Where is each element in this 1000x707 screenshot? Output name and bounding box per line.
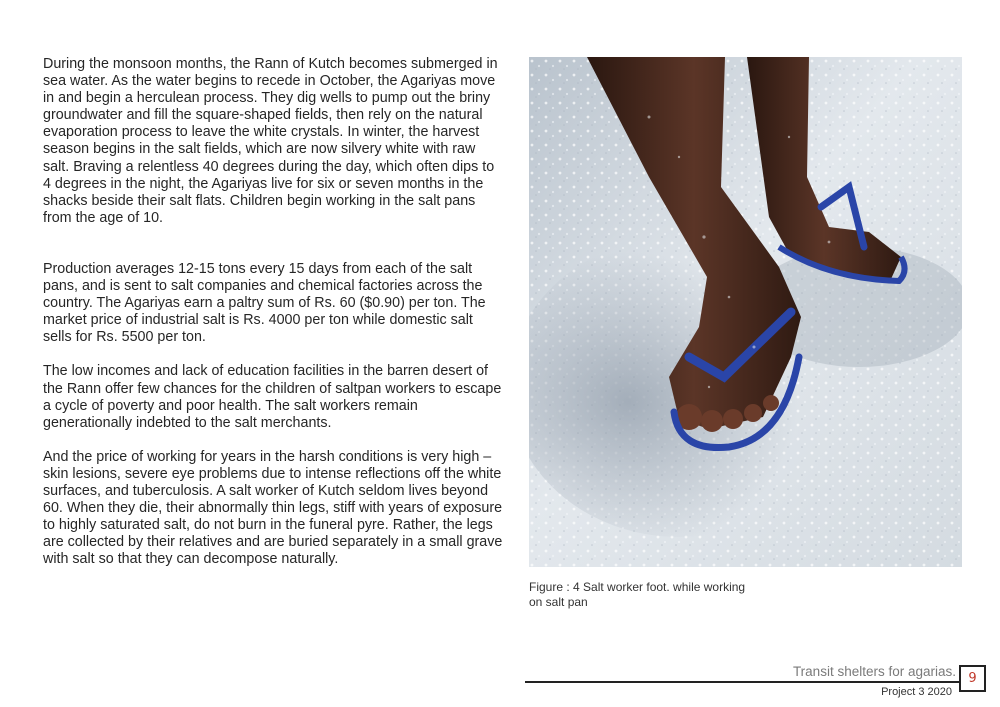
paragraph-health: And the price of working for years in the harsh conditions is very high – skin lesions, severe eye problems due to intense reflections off the white surfaces, and tuberculosis. A salt worker of Kutch seldom lives beyond 60. When they die, their abnormally thin legs, stiff with years of exposure to highly saturated salt, do not burn in the funeral pyre. Rather, the legs are collected by their relatives and are buried separately in a small grave with salt so that they can decompose naturally. — [43, 448, 503, 568]
paragraph-production: Production averages 12-15 tons every 15 days from each of the salt pans, and is sent to salt companies and chemical factories across the country. The Agariyas earn a paltry sum of Rs. 60 ($0.90) per ton. The market price of industrial salt is Rs. 4000 per ton while domestic salt sells for Rs. 5500 per ton. — [43, 260, 486, 346]
footer-rule — [525, 681, 960, 683]
paragraph-poverty: The low incomes and lack of education facilities in the barren desert of the Rann offer few chances for the children of saltpan workers to escape a cycle of poverty and poor health. The salt workers remain generationally indebted to the salt merchants. — [43, 363, 502, 431]
page-number-box — [959, 665, 986, 692]
body-text — [43, 56, 505, 568]
paragraph-monsoon: During the monsoon months, the Rann of Kutch becomes submerged in sea water. As the water begins to recede in October, the Agariyas move in and begin a herculean process. They dig wells to pump out the briny groundwater and fill the square-shaped fields, then rely on the natural evaporation process to leave the white crystals. In winter, the harvest season begins in the salt fields, which are now silvery white with raw salt. Braving a relentless 40 degrees during the day, which often dips to 4 degrees in the night, the Agariyas live for six or seven months in the shacks beside their salt flats. Children begin working in the salt pans from the age of 10. — [43, 56, 498, 226]
footer-title: Transit shelters for agarias. — [792, 664, 956, 679]
footer-project-label: Project 3 2020 — [881, 686, 952, 698]
page-number: 9 — [968, 671, 977, 686]
salt-worker-foot-photo — [529, 57, 962, 567]
figure-caption: Figure : 4 Salt worker foot. while working on salt pan — [529, 580, 746, 609]
photo-illustration — [529, 57, 962, 567]
